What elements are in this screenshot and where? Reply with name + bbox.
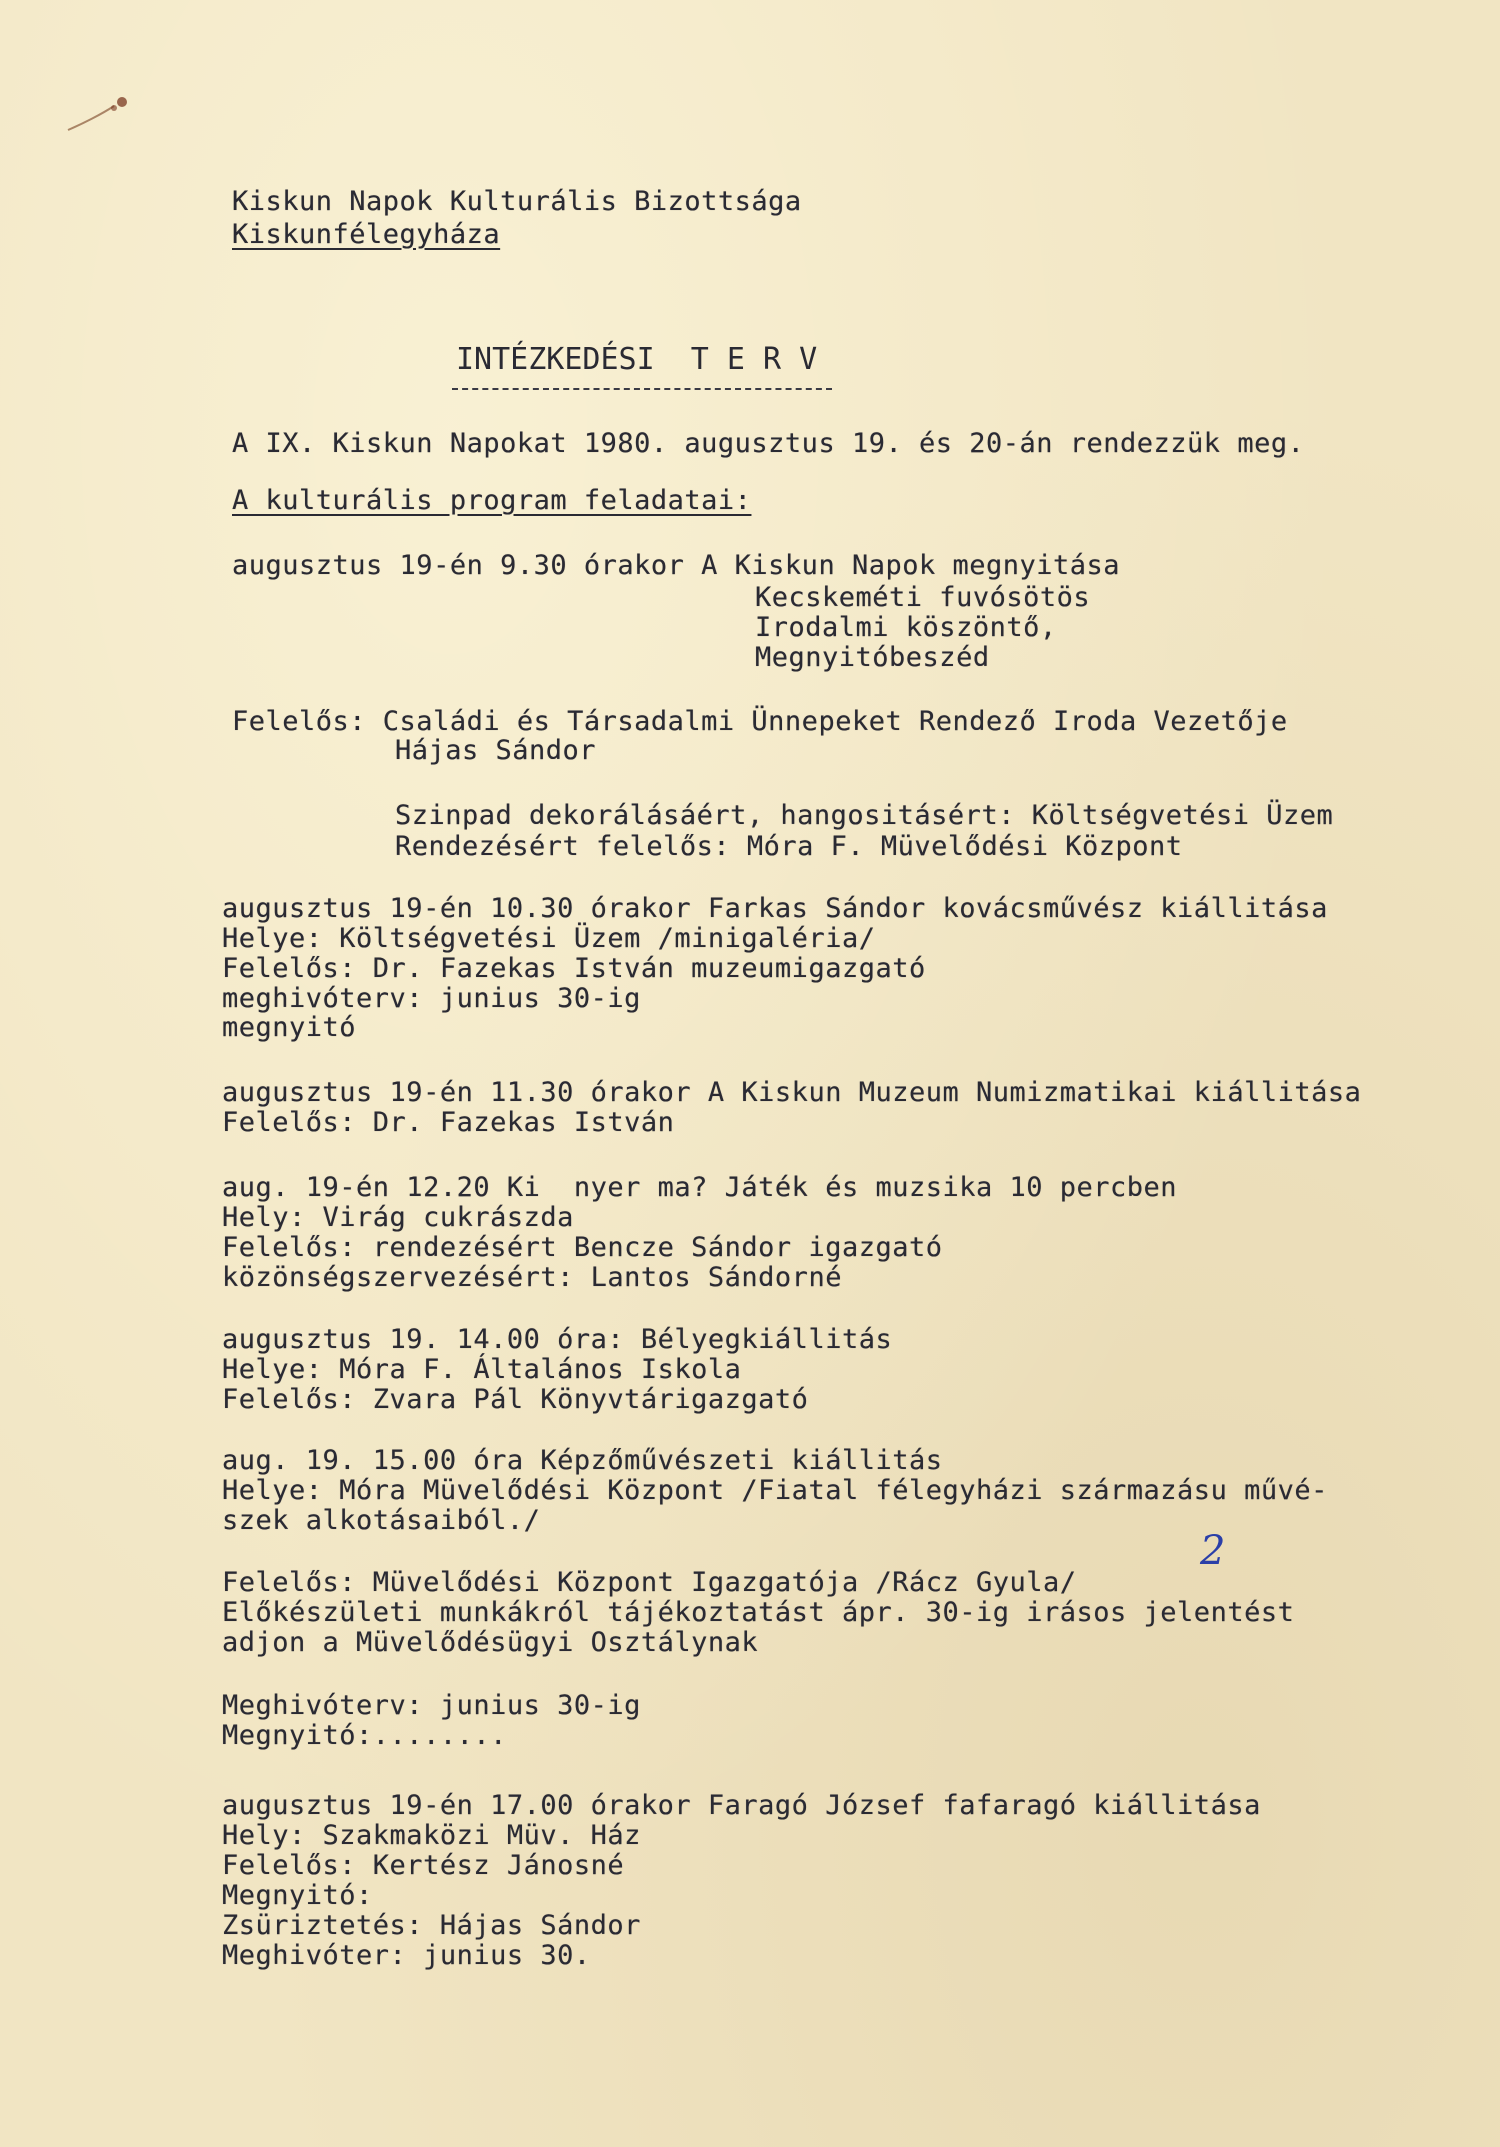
- event-6-opening: Megnyitó:........: [222, 1720, 507, 1751]
- event-6-responsible: Felelős: Müvelődési Központ Igazgatója /Rácz Gyula/: [222, 1567, 1077, 1598]
- event-1-item: Megnyitóbeszéd: [755, 642, 990, 673]
- event-6-report-cont: adjon a Müvelődésügyi Osztálynak: [222, 1627, 759, 1658]
- event-7-opening: Megnyitó:: [222, 1880, 373, 1911]
- intro-line: A IX. Kiskun Napokat 1980. augusztus 19. és 20-án rendezzük meg.: [232, 428, 1305, 459]
- event-1-item: Kecskeméti fuvósötös: [755, 582, 1091, 613]
- event-5-responsible: Felelős: Zvara Pál Könyvtárigazgató: [222, 1384, 809, 1415]
- event-1-item: Irodalmi köszöntő,: [755, 612, 1057, 643]
- event-1-organizer: Rendezésért felelős: Móra F. Müvelődési Központ: [395, 831, 1183, 862]
- event-1-stage: Szinpad dekorálásáért, hangositásért: Költségvetési Üzem: [395, 800, 1334, 831]
- event-6-venue-cont: szek alkotásaiból./: [222, 1505, 541, 1536]
- event-6-venue: Helye: Móra Müvelődési Központ /Fiatal félegyházi származásu művé-: [222, 1475, 1328, 1506]
- event-3-title: augusztus 19-én 11.30 órakor A Kiskun Muzeum Numizmatikai kiállitása: [222, 1077, 1362, 1108]
- event-4-venue: Hely: Virág cukrászda: [222, 1202, 574, 1233]
- event-2-opening: megnyitó: [222, 1012, 357, 1043]
- event-2-title: augusztus 19-én 10.30 órakor Farkas Sándor kovácsművész kiállitása: [222, 893, 1328, 924]
- event-7-responsible: Felelős: Kertész Jánosné: [222, 1850, 625, 1881]
- event-4-title: aug. 19-én 12.20 Ki nyer ma? Játék és muzsika 10 percben: [222, 1172, 1178, 1203]
- city-name: Kiskunfélegyháza: [232, 219, 501, 250]
- handwritten-page-number: 2: [1200, 1528, 1226, 1574]
- event-6-invitation: Meghivóterv: junius 30-ig: [222, 1690, 641, 1721]
- ink-smudge: [62, 84, 152, 144]
- document-title: INTÉZKEDÉSI T E R V: [456, 342, 818, 377]
- event-1-responsible: Felelős: Családi és Társadalmi Ünnepeket Rendező Iroda Vezetője: [232, 706, 1288, 737]
- event-7-venue: Hely: Szakmaközi Müv. Ház: [222, 1820, 641, 1851]
- event-1-title: augusztus 19-én 9.30 órakor A Kiskun Napok megnyitása: [232, 550, 1121, 581]
- event-4-responsible: Felelős: rendezésért Bencze Sándor igazgató: [222, 1232, 943, 1263]
- event-2-venue: Helye: Költségvetési Üzem /minigaléria/: [222, 923, 876, 954]
- event-2-responsible: Felelős: Dr. Fazekas István muzeumigazgató: [222, 953, 926, 984]
- event-5-venue: Helye: Móra F. Általános Iskola: [222, 1354, 742, 1385]
- event-3-responsible: Felelős: Dr. Fazekas István: [222, 1107, 675, 1138]
- event-4-audience: közönségszervezésért: Lantos Sándorné: [222, 1262, 842, 1293]
- event-5-title: augusztus 19. 14.00 óra: Bélyegkiállitás: [222, 1324, 893, 1355]
- event-6-title: aug. 19. 15.00 óra Képzőművészeti kiállitás: [222, 1445, 943, 1476]
- event-6-report: Előkészületi munkákról tájékoztatást ápr. 30-ig irásos jelentést: [222, 1597, 1295, 1628]
- org-name: Kiskun Napok Kulturális Bizottsága: [232, 186, 802, 217]
- event-7-invitation: Meghivóter: junius 30.: [222, 1940, 591, 1971]
- event-1-responsible-name: Hájas Sándor: [395, 735, 597, 766]
- event-7-jury: Zsüriztetés: Hájas Sándor: [222, 1910, 641, 1941]
- event-2-invitation: meghivóterv: junius 30-ig: [222, 983, 641, 1014]
- title-rule: [452, 388, 832, 390]
- section-heading: A kulturális program feladatai:: [232, 485, 752, 516]
- event-7-title: augusztus 19-én 17.00 órakor Faragó József fafaragó kiállitása: [222, 1790, 1261, 1821]
